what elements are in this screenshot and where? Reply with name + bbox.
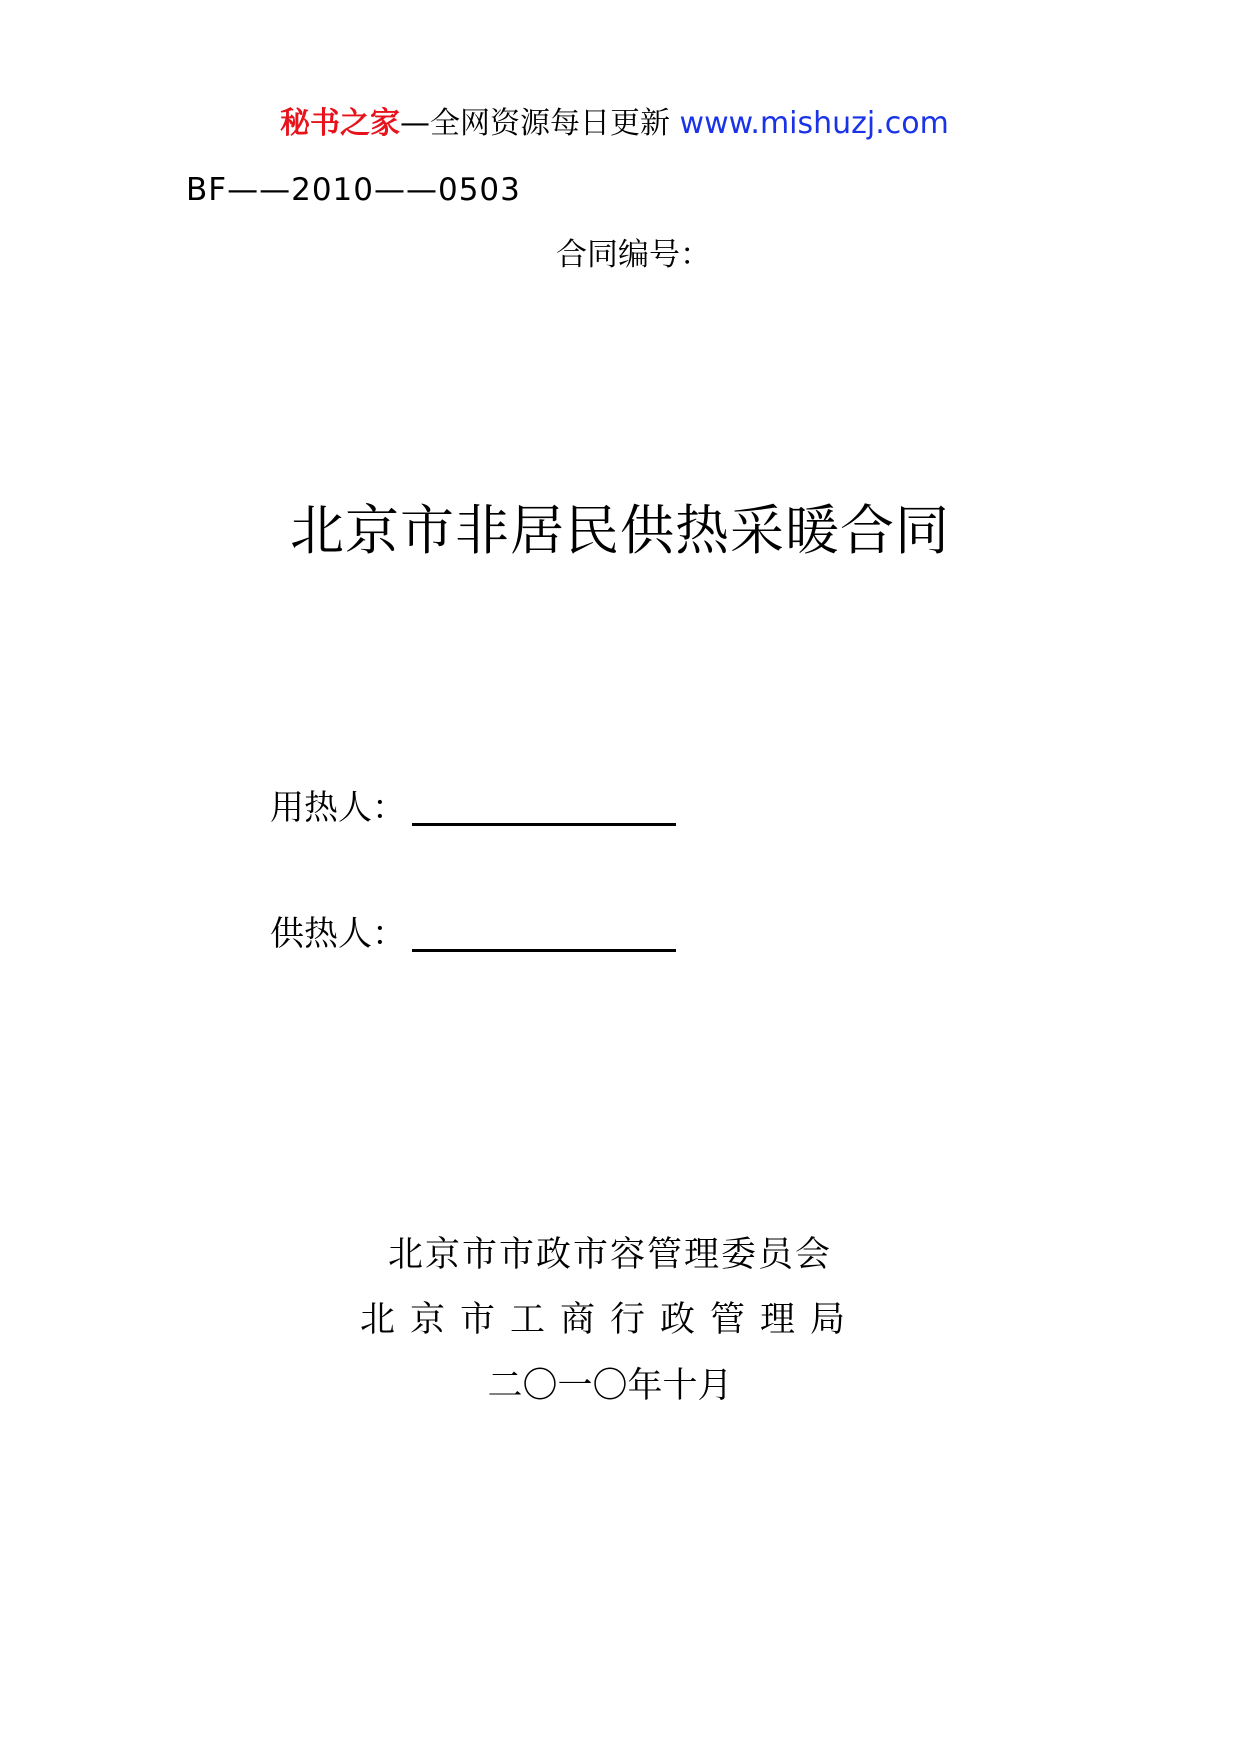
heat-user-label: 用热人： xyxy=(270,788,406,828)
heat-supplier-label: 供热人： xyxy=(270,914,406,954)
issuer-municipal-commission: 北京市市政市容管理委员会 xyxy=(387,1235,832,1275)
issue-date: 二〇一〇年十月 xyxy=(487,1366,733,1406)
heat-supplier-blank-line xyxy=(412,949,676,952)
banner-slogan: —全网资源每日更新 xyxy=(400,106,670,141)
website-banner xyxy=(280,104,949,144)
document-title: 北京市非居民供热采暖合同 xyxy=(290,499,950,562)
issuer-industry-commerce-bureau: 北京市工商行政管理局 xyxy=(359,1300,860,1340)
form-code: BF——2010——0503 xyxy=(186,172,521,208)
heat-user-blank-line xyxy=(412,823,676,826)
heat-user-field xyxy=(270,786,676,830)
contract-number-label: 合同编号： xyxy=(556,237,711,273)
brand-name: 秘书之家 xyxy=(280,106,400,141)
heat-supplier-field xyxy=(270,912,676,956)
website-link[interactable]: www.mishuzj.com xyxy=(679,106,949,141)
